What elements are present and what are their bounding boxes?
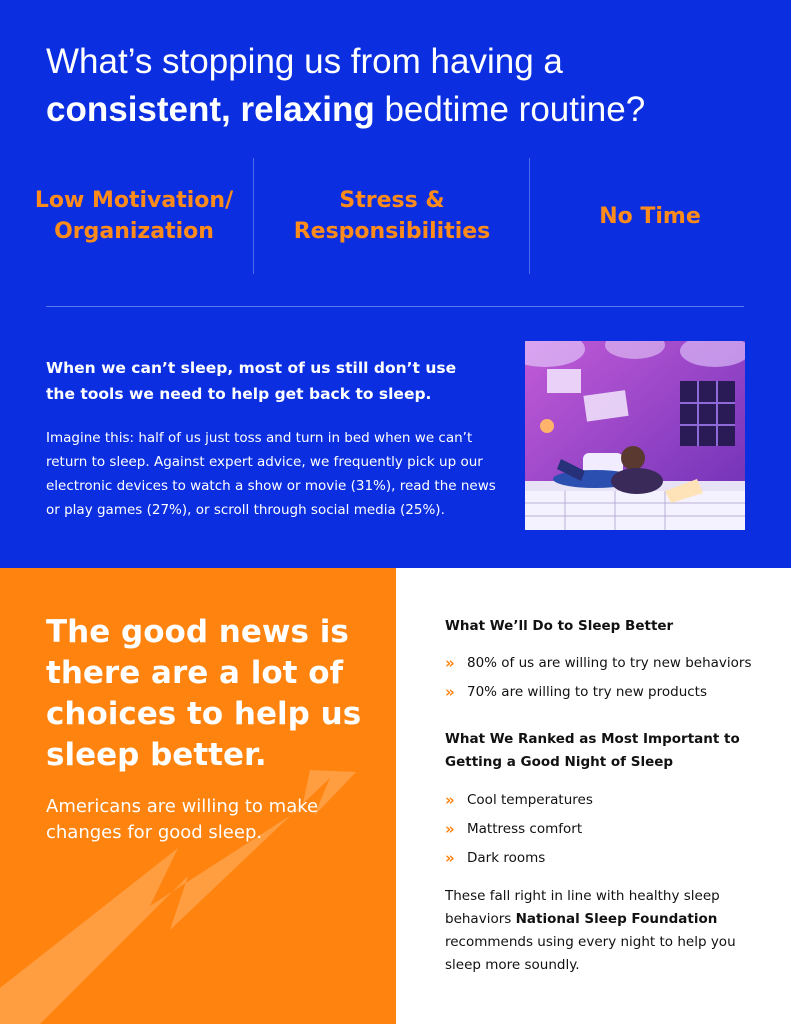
ranked-title: What We Ranked as Most Important to Getting a Good Night of Sleep [445, 731, 740, 770]
divider [529, 158, 530, 274]
closing-after: recommends using every night to help you sleep more soundly. [445, 934, 736, 973]
barrier-no-time: No Time [599, 203, 701, 229]
closing-before: These fall right in line with healthy sleep behaviors [445, 888, 720, 927]
list-item-text: 80% of us are willing to try new behaviors [467, 655, 752, 671]
list-item [445, 683, 707, 701]
insight-body: Imagine this: half of us just toss and turn in bed when we can’t return to sleep. Against expert advice, we frequently pick up our electronic devices to watch a show or movie (31%), read the news or play games (27%), or scroll through social media (25%). [46, 430, 496, 518]
list-item [445, 849, 545, 867]
chevron-right-icon: » [445, 791, 453, 809]
sleep-better-title: What We’ll Do to Sleep Better [445, 618, 674, 634]
barrier-motivation: Low Motivation/ Organization [34, 188, 234, 244]
list-item [445, 791, 593, 809]
good-news-heading: The good news is there are a lot of choices to help us sleep better. [46, 614, 362, 773]
chevron-right-icon: » [445, 820, 453, 838]
headline-rest: bedtime routine? [374, 90, 646, 129]
list-item [445, 654, 752, 672]
good-news-sub: Americans are willing to make changes for good sleep. [46, 796, 319, 843]
list-item-text: Dark rooms [467, 850, 546, 866]
insight-heading: When we can’t sleep, most of us still don’t use the tools we need to help get back to sleep. [46, 359, 457, 403]
chevron-right-icon: » [445, 683, 453, 701]
list-item-text: Mattress comfort [467, 821, 583, 837]
headline-line1: What’s stopping us from having a [46, 42, 563, 81]
closing-paragraph [445, 885, 755, 977]
list-item-text: Cool temperatures [467, 792, 593, 808]
results-section [396, 568, 791, 1024]
organization-name: National Sleep Foundation [515, 911, 718, 927]
bedroom-photo [525, 341, 745, 530]
list-item [445, 820, 582, 838]
barriers-row [0, 158, 791, 274]
bedroom-illustration [525, 341, 745, 530]
divider [253, 158, 254, 274]
good-news-section [0, 568, 396, 1024]
headline-bold: consistent, relaxing [46, 90, 375, 129]
chevron-right-icon: » [445, 654, 453, 672]
barrier-stress: Stress & Responsibilities [293, 188, 491, 244]
list-item-text: 70% are willing to try new products [467, 684, 708, 700]
page-headline [46, 38, 766, 134]
section-divider [46, 306, 744, 307]
chevron-right-icon: » [445, 849, 453, 867]
